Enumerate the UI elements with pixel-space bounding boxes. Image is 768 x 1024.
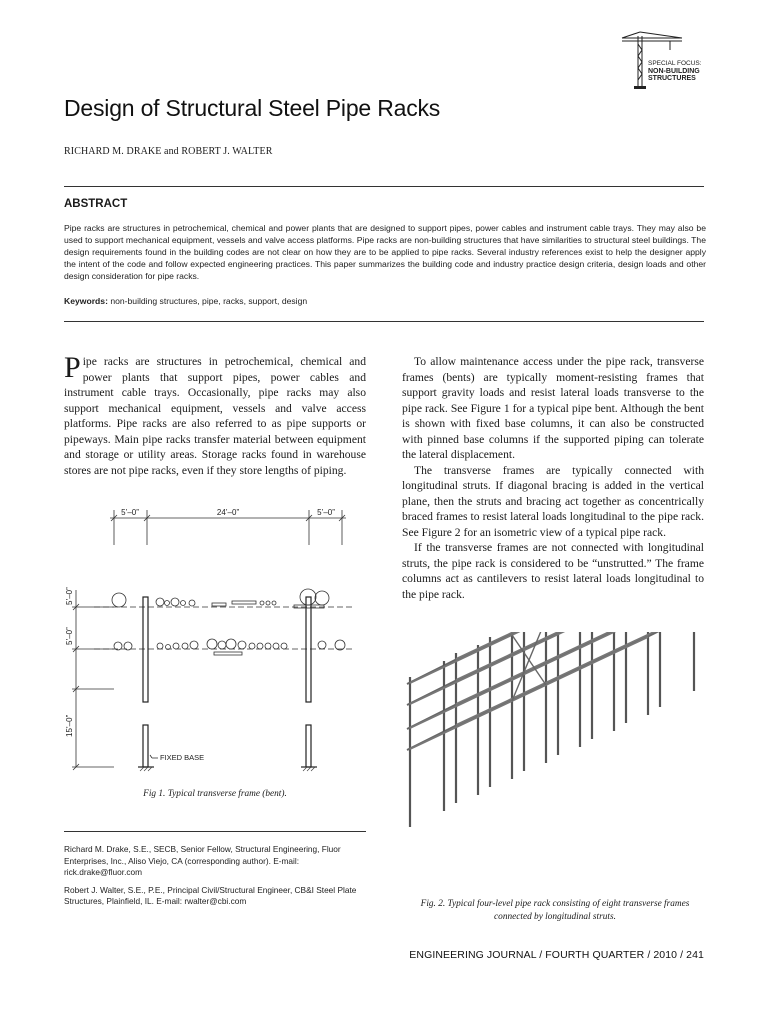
author-affiliations — [64, 844, 366, 914]
affiliation-2: Robert J. Walter, S.E., P.E., Principal Civil/Structural Engineer, CB&I Steel Plate Structures, Plainfield, IL. E-mail: rwalter@cbi.com — [64, 884, 357, 906]
paragraph: If the transverse frames are not connected with longitudinal struts, the pipe rack is considered to be “unstrutted.” The frame columns act as cantilevers to resist lateral loads longitudinal to the pipe rack. — [402, 541, 704, 601]
author-line: RICHARD M. DRAKE and ROBERT J. WALTER — [64, 146, 273, 157]
paper-title: Design of Structural Steel Pipe Racks — [64, 95, 441, 121]
divider — [64, 321, 704, 322]
intro-paragraph: Pipe racks are structures in petrochemical, chemical and power plants that support pipes, power cables and instrument cable trays. Occasionally, pipe racks may also support mechanical equipment, vessels and valve access platforms. Pipe racks are also referred to as pipe supports or pipeways. Main pipe racks transfer material between equipment and storage or utility areas. Storage racks found in warehouse stores are not pipe racks, even if they store lengths of piping. — [64, 351, 366, 477]
dim-mid-label: 24’–0” — [216, 508, 240, 517]
special-focus-badge — [620, 30, 730, 90]
dim-v3-label: 15’–0” — [65, 714, 74, 737]
figure-2-caption: Fig. 2. Typical four-level pipe rack consisting of eight transverse frames connected by longitudinal struts. — [420, 899, 690, 922]
page-footer: ENGINEERING JOURNAL / FOURTH QUARTER / 2010 / 241 — [409, 949, 704, 961]
badge-line3: STRUCTURES — [648, 75, 696, 82]
abstract-body: Pipe racks are structures in petrochemical, chemical and power plants that are designed to support pipes, power cables and instrument cable trays. They may also be used to support mechanical equipment, vessels and valve access platforms. Pipe racks are non-building structures that have similarities to structural steel buildings. The design requirements found in the building codes are not clear on how they are to be applied to pipe racks. Several industry references exist to help the designer apply the intent of the code and follow expected engineering practices. This paper summarizes the building code and industry practice design criteria, design loads and other design consideration for pipe racks. — [64, 223, 706, 281]
divider — [64, 831, 366, 832]
dim-v1-label: 5’–0” — [65, 587, 74, 605]
drop-cap: P — [64, 351, 81, 384]
badge-line2: NON-BUILDING — [648, 67, 700, 75]
keywords — [64, 296, 307, 306]
abstract-heading: ABSTRACT — [64, 198, 128, 210]
affiliation-1: Richard M. Drake, S.E., SECB, Senior Fellow, Structural Engineering, Fluor Enterprises, Inc., Aliso Viejo, CA (corresponding author). E-mail: rick.drake@fluor.com — [64, 844, 341, 877]
paragraph: To allow maintenance access under the pipe rack, transverse frames (bents) are typically moment-resisting frames that support gravity loads and resist lateral loads transverse to the pipe rack. See Figure 1 for a typical pipe bent. Although the bent is shown with fixed base columns, it can also be constructed with pinned base columns if the supported piping can tolerate the lateral displacement. — [402, 355, 704, 461]
keywords-label: Keywords: — [64, 296, 108, 306]
paragraph: The transverse frames are typically connected with longitudinal struts. If diagonal bracing is added in the vertical plane, then the struts and bracing act together as concentrically braced frames to resist lateral loads longitudinal to the pipe rack. See Figure 2 for an isometric view of a typical pipe rack. — [402, 463, 704, 539]
dim-v2-label: 5’–0” — [65, 627, 74, 645]
column-right-text — [402, 354, 704, 602]
keywords-value: non-building structures, pipe, racks, support, design — [110, 296, 308, 306]
figure-2-isometric-pipe-rack — [400, 632, 720, 880]
figure-1-caption: Fig 1. Typical transverse frame (bent). — [143, 789, 287, 799]
figure-1-transverse-frame — [64, 505, 366, 783]
badge-line1: SPECIAL FOCUS: — [648, 60, 702, 67]
fixed-base-label: FIXED BASE — [160, 753, 205, 762]
dim-right-label: 5’–0” — [317, 508, 335, 517]
column-left-text — [64, 351, 366, 478]
divider — [64, 186, 704, 187]
dim-left-label: 5’–0” — [121, 508, 139, 517]
